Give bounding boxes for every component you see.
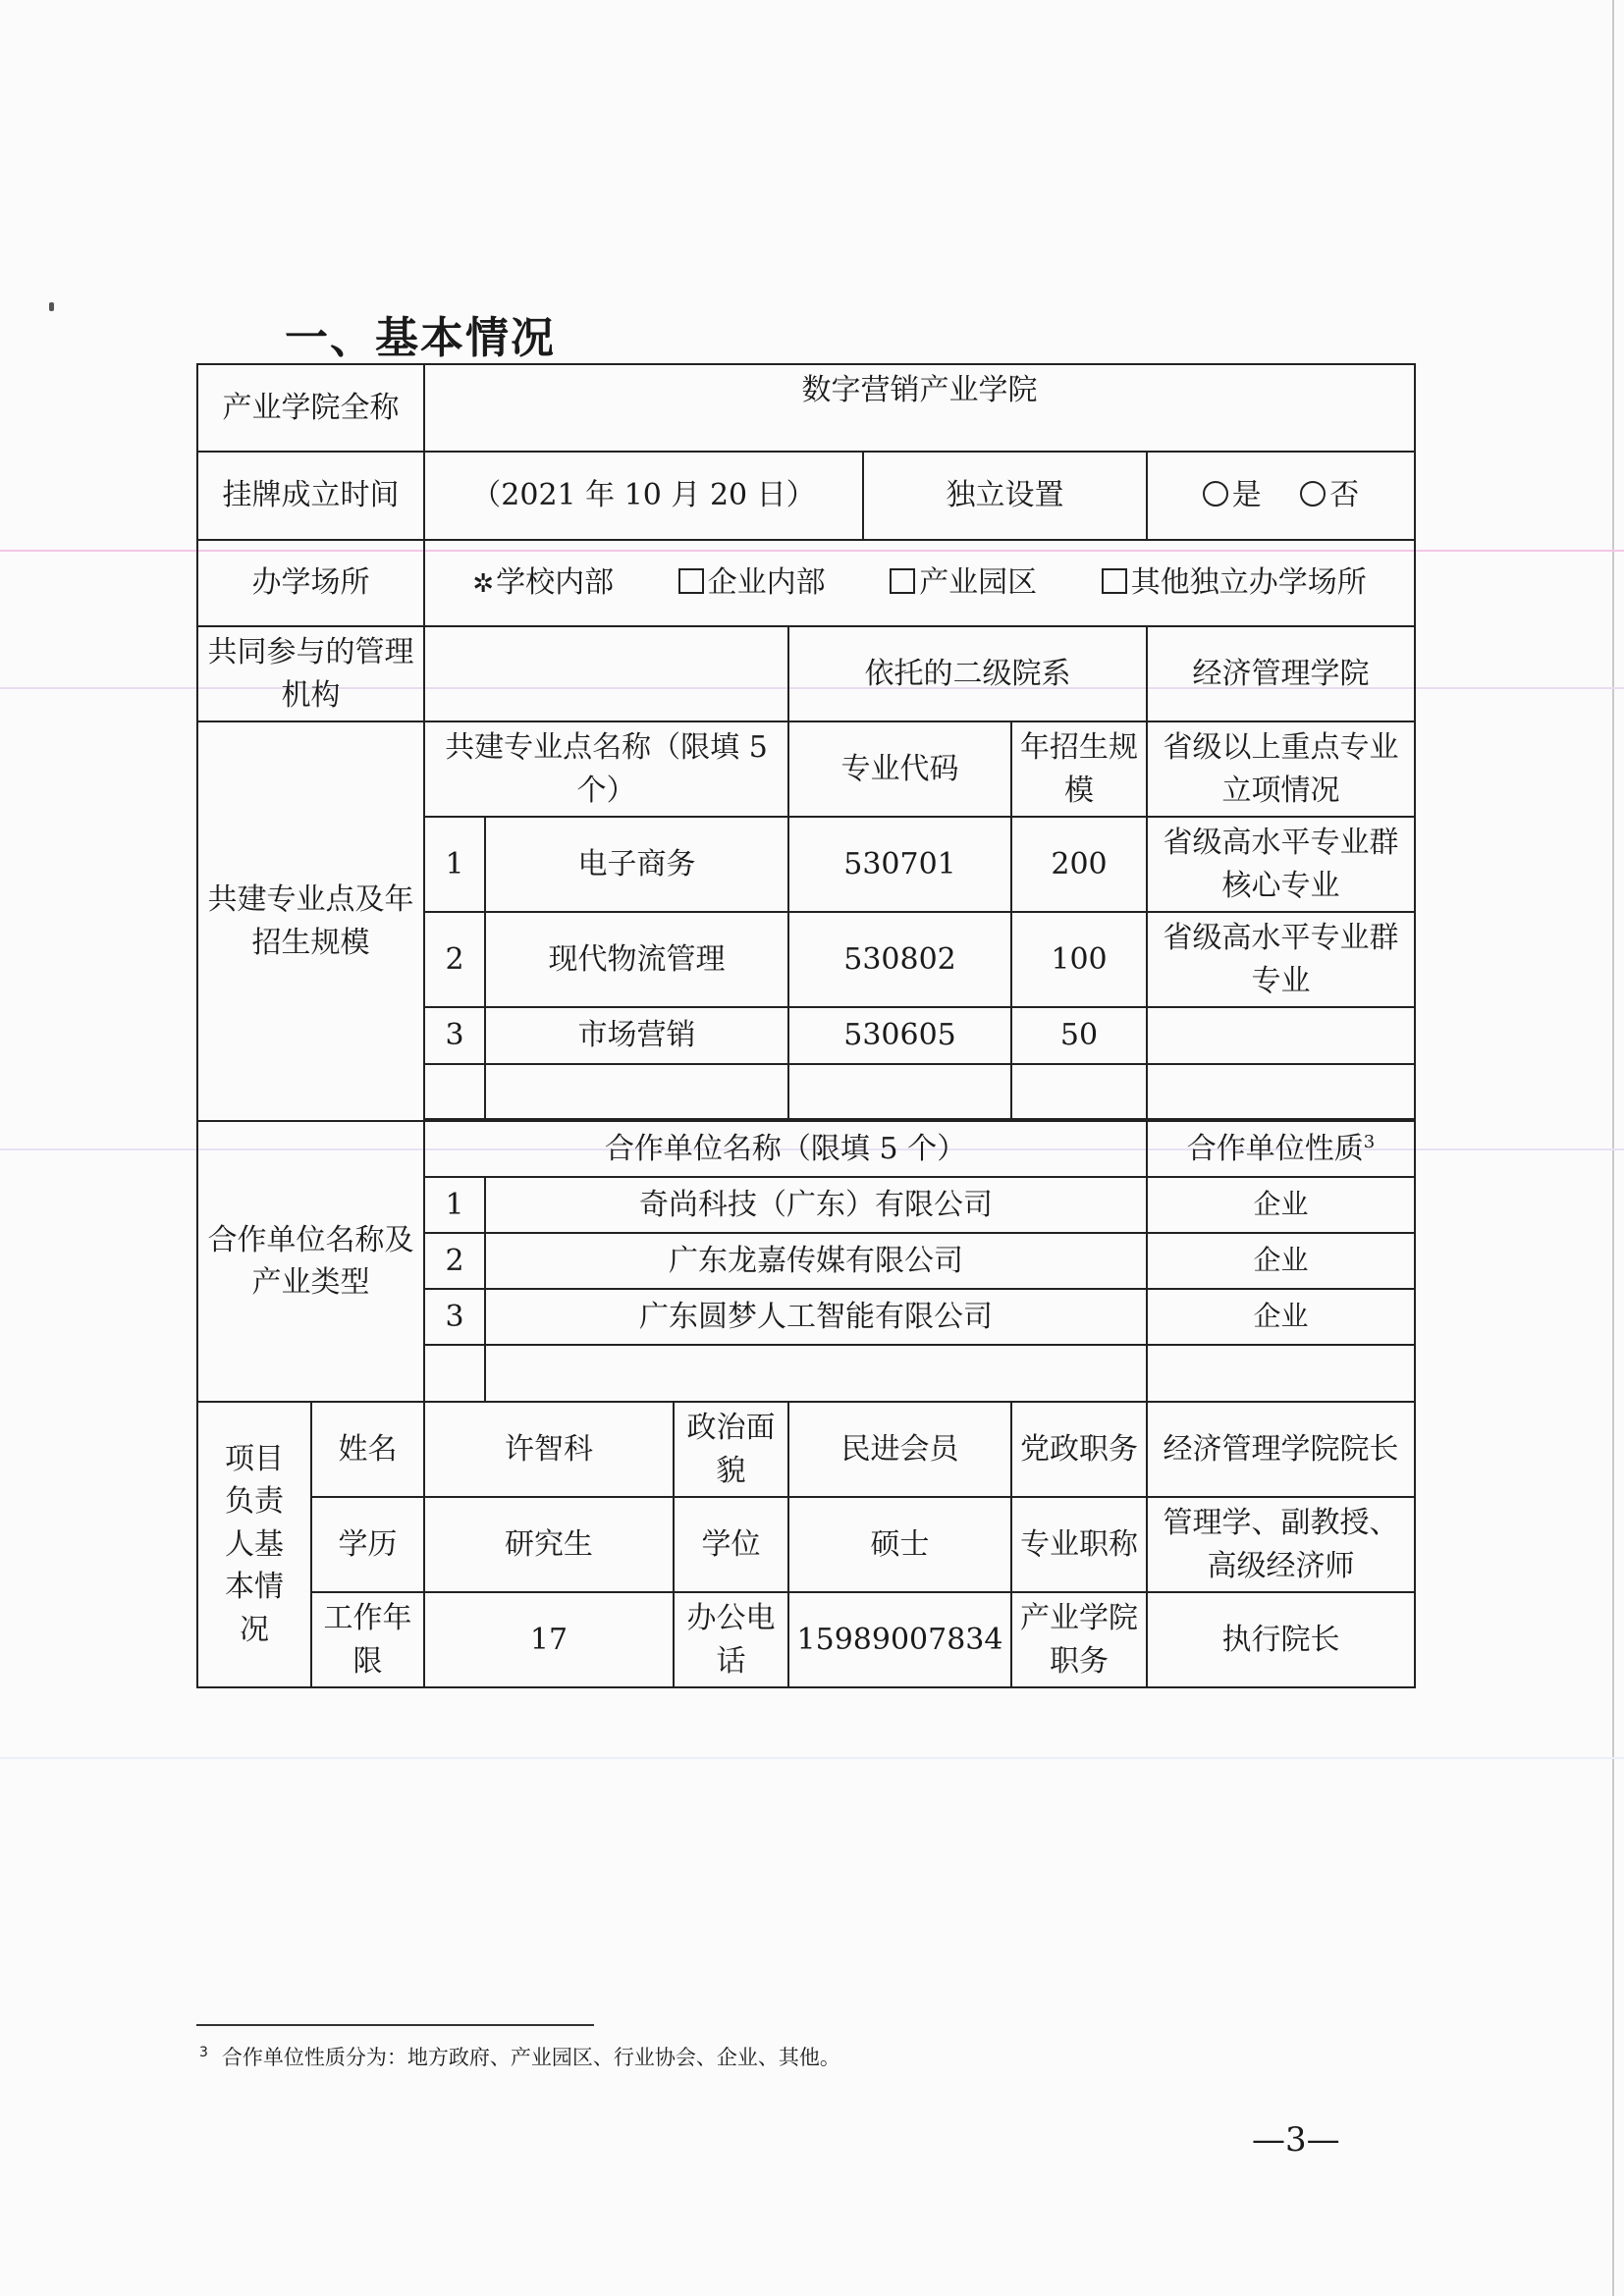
partner-type: 企业 <box>1147 1177 1415 1233</box>
major-status: 省级高水平专业群专业 <box>1147 912 1415 1007</box>
leader-name-label: 姓名 <box>311 1402 424 1497</box>
leader-edu-label: 学历 <box>311 1497 424 1592</box>
row-number: 1 <box>424 817 485 912</box>
venue-options <box>424 540 1415 626</box>
college-name-label: 产业学院全称 <box>197 364 424 452</box>
leader-years: 17 <box>424 1592 674 1687</box>
leader-edu: 研究生 <box>424 1497 674 1592</box>
section-title: 一、基本情况 <box>285 313 556 363</box>
leader-political: 民进会员 <box>788 1402 1011 1497</box>
major-status: 省级高水平专业群核心专业 <box>1147 817 1415 912</box>
major-name: 现代物流管理 <box>485 912 788 1007</box>
row-number <box>424 1345 485 1402</box>
major-code: 530802 <box>788 912 1011 1007</box>
scan-line <box>0 1757 1624 1759</box>
row-number: 3 <box>424 1007 485 1064</box>
major-status <box>1147 1064 1415 1119</box>
leader-degree: 硕士 <box>788 1497 1011 1592</box>
majors-label: 共建专业点及年招生规模 <box>197 721 424 1121</box>
major-status <box>1147 1007 1415 1064</box>
basic-info-table <box>196 363 1416 1688</box>
major-name: 市场营销 <box>485 1007 788 1064</box>
majors-header-code: 专业代码 <box>788 721 1011 817</box>
dept-label: 依托的二级院系 <box>788 626 1147 721</box>
major-name: 电子商务 <box>485 817 788 912</box>
venue-label: 办学场所 <box>197 540 424 626</box>
leader-years-label: 工作年限 <box>311 1592 424 1687</box>
leader-party-post-label: 党政职务 <box>1011 1402 1147 1497</box>
established-label: 挂牌成立时间 <box>197 452 424 540</box>
major-code <box>788 1064 1011 1119</box>
independent-options <box>1147 452 1415 540</box>
venue-option-enterprise[interactable]: 企业内部 <box>678 561 826 605</box>
partner-name: 广东龙嘉传媒有限公司 <box>485 1233 1147 1289</box>
major-scale: 50 <box>1011 1007 1147 1064</box>
row-number: 2 <box>424 1233 485 1289</box>
college-name-value: 数字营销产业学院 <box>424 364 1415 452</box>
leader-college-post-label: 产业学院职务 <box>1011 1592 1147 1687</box>
leader-political-label: 政治面貌 <box>674 1402 788 1497</box>
leader-label: 项目负责人基本情况 <box>197 1402 311 1687</box>
row-number: 3 <box>424 1289 485 1345</box>
majors-header-status: 省级以上重点专业立项情况 <box>1147 721 1415 817</box>
major-scale: 200 <box>1011 817 1147 912</box>
checkbox-icon <box>1102 568 1127 594</box>
partners-header-type: 合作单位性质$^3$ <box>1147 1121 1415 1177</box>
major-scale <box>1011 1064 1147 1119</box>
scan-speck <box>49 302 54 311</box>
majors-header-scale: 年招生规模 <box>1011 721 1147 817</box>
independent-yes[interactable]: 是 <box>1203 474 1262 517</box>
partner-type <box>1147 1345 1415 1402</box>
footnote-rule <box>196 2024 594 2026</box>
established-value: （2021 年 10 月 20 日） <box>424 452 863 540</box>
leader-phone-label: 办公电话 <box>674 1592 788 1687</box>
independent-label: 独立设置 <box>863 452 1147 540</box>
leader-phone: 15989007834 <box>788 1592 1011 1687</box>
row-number: 1 <box>424 1177 485 1233</box>
partner-name <box>485 1345 1147 1402</box>
radio-circle-icon <box>1300 481 1326 507</box>
partner-name: 广东圆梦人工智能有限公司 <box>485 1289 1147 1345</box>
leader-name: 许智科 <box>424 1402 674 1497</box>
page-number: —3— <box>1252 2120 1340 2160</box>
independent-no[interactable]: 否 <box>1300 474 1359 517</box>
partner-type: 企业 <box>1147 1233 1415 1289</box>
leader-title-label: 专业职称 <box>1011 1497 1147 1592</box>
row-number: 2 <box>424 912 485 1007</box>
gear-icon: ✲ <box>472 569 495 600</box>
majors-header-name: 共建专业点名称（限填 5 个） <box>424 721 788 817</box>
radio-circle-icon <box>1203 481 1228 507</box>
management-label: 共同参与的管理机构 <box>197 626 424 721</box>
checkbox-icon <box>678 568 704 594</box>
partners-label: 合作单位名称及产业类型 <box>197 1121 424 1402</box>
partner-type: 企业 <box>1147 1289 1415 1345</box>
venue-option-park[interactable]: 产业园区 <box>890 561 1037 605</box>
major-name <box>485 1064 788 1119</box>
leader-title: 管理学、副教授、高级经济师 <box>1147 1497 1415 1592</box>
venue-option-school[interactable]: ✲学校内部 <box>472 561 614 605</box>
major-code: 530605 <box>788 1007 1011 1064</box>
partners-header-name: 合作单位名称（限填 5 个） <box>424 1121 1147 1177</box>
footnote: $^3$ 合作单位性质分为：地方政府、产业园区、行业协会、企业、其他。 <box>199 2045 840 2069</box>
leader-party-post: 经济管理学院院长 <box>1147 1402 1415 1497</box>
leader-college-post: 执行院长 <box>1147 1592 1415 1687</box>
partner-name: 奇尚科技（广东）有限公司 <box>485 1177 1147 1233</box>
dept-value: 经济管理学院 <box>1147 626 1415 721</box>
row-number <box>424 1064 485 1119</box>
management-value <box>424 626 788 721</box>
checkbox-icon <box>890 568 915 594</box>
major-code: 530701 <box>788 817 1011 912</box>
leader-degree-label: 学位 <box>674 1497 788 1592</box>
venue-option-other[interactable]: 其他独立办学场所 <box>1102 561 1367 605</box>
major-scale: 100 <box>1011 912 1147 1007</box>
